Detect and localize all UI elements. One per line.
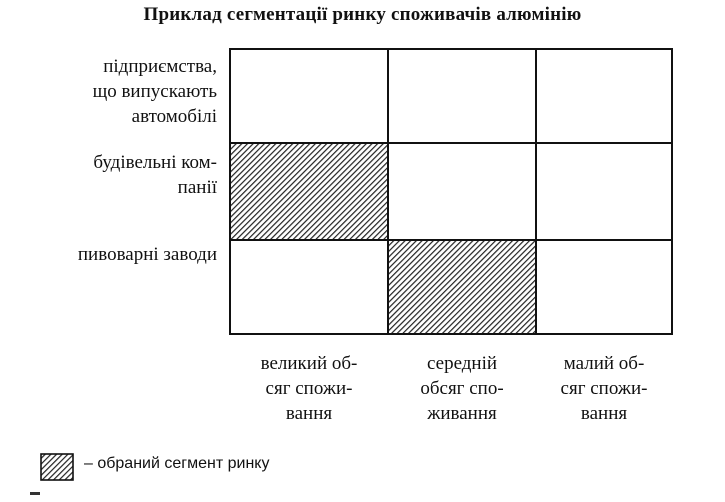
stray-mark [30,492,40,495]
selected-segment-legend-swatch [40,453,74,481]
row-label-car-manufacturers: підприємства, що випускають автомобілі [92,56,217,127]
legend-label: – обраний сегмент ринку [84,455,270,472]
diagram-title: Приклад сегментації ринку споживачів алюмінію [143,4,582,25]
row-label-construction-companies: будівельні ком- панії [93,152,217,198]
column-label-medium-consumption: середній обсяг спо- живання [420,353,504,424]
segment-cell [536,49,672,143]
column-label-small-consumption: малий об- сяг спожи- вання [560,353,648,424]
column-label-large-consumption: великий об- сяг спожи- вання [260,353,358,424]
segment-cell [388,49,536,143]
segment-cell [230,240,388,334]
segment-cell [536,143,672,240]
segment-cell-selected [230,143,388,240]
segment-cell-selected [388,240,536,334]
segment-cell [388,143,536,240]
row-label-breweries: пивоварні заводи [77,244,217,265]
segment-cell [230,49,388,143]
segment-cell [536,240,672,334]
